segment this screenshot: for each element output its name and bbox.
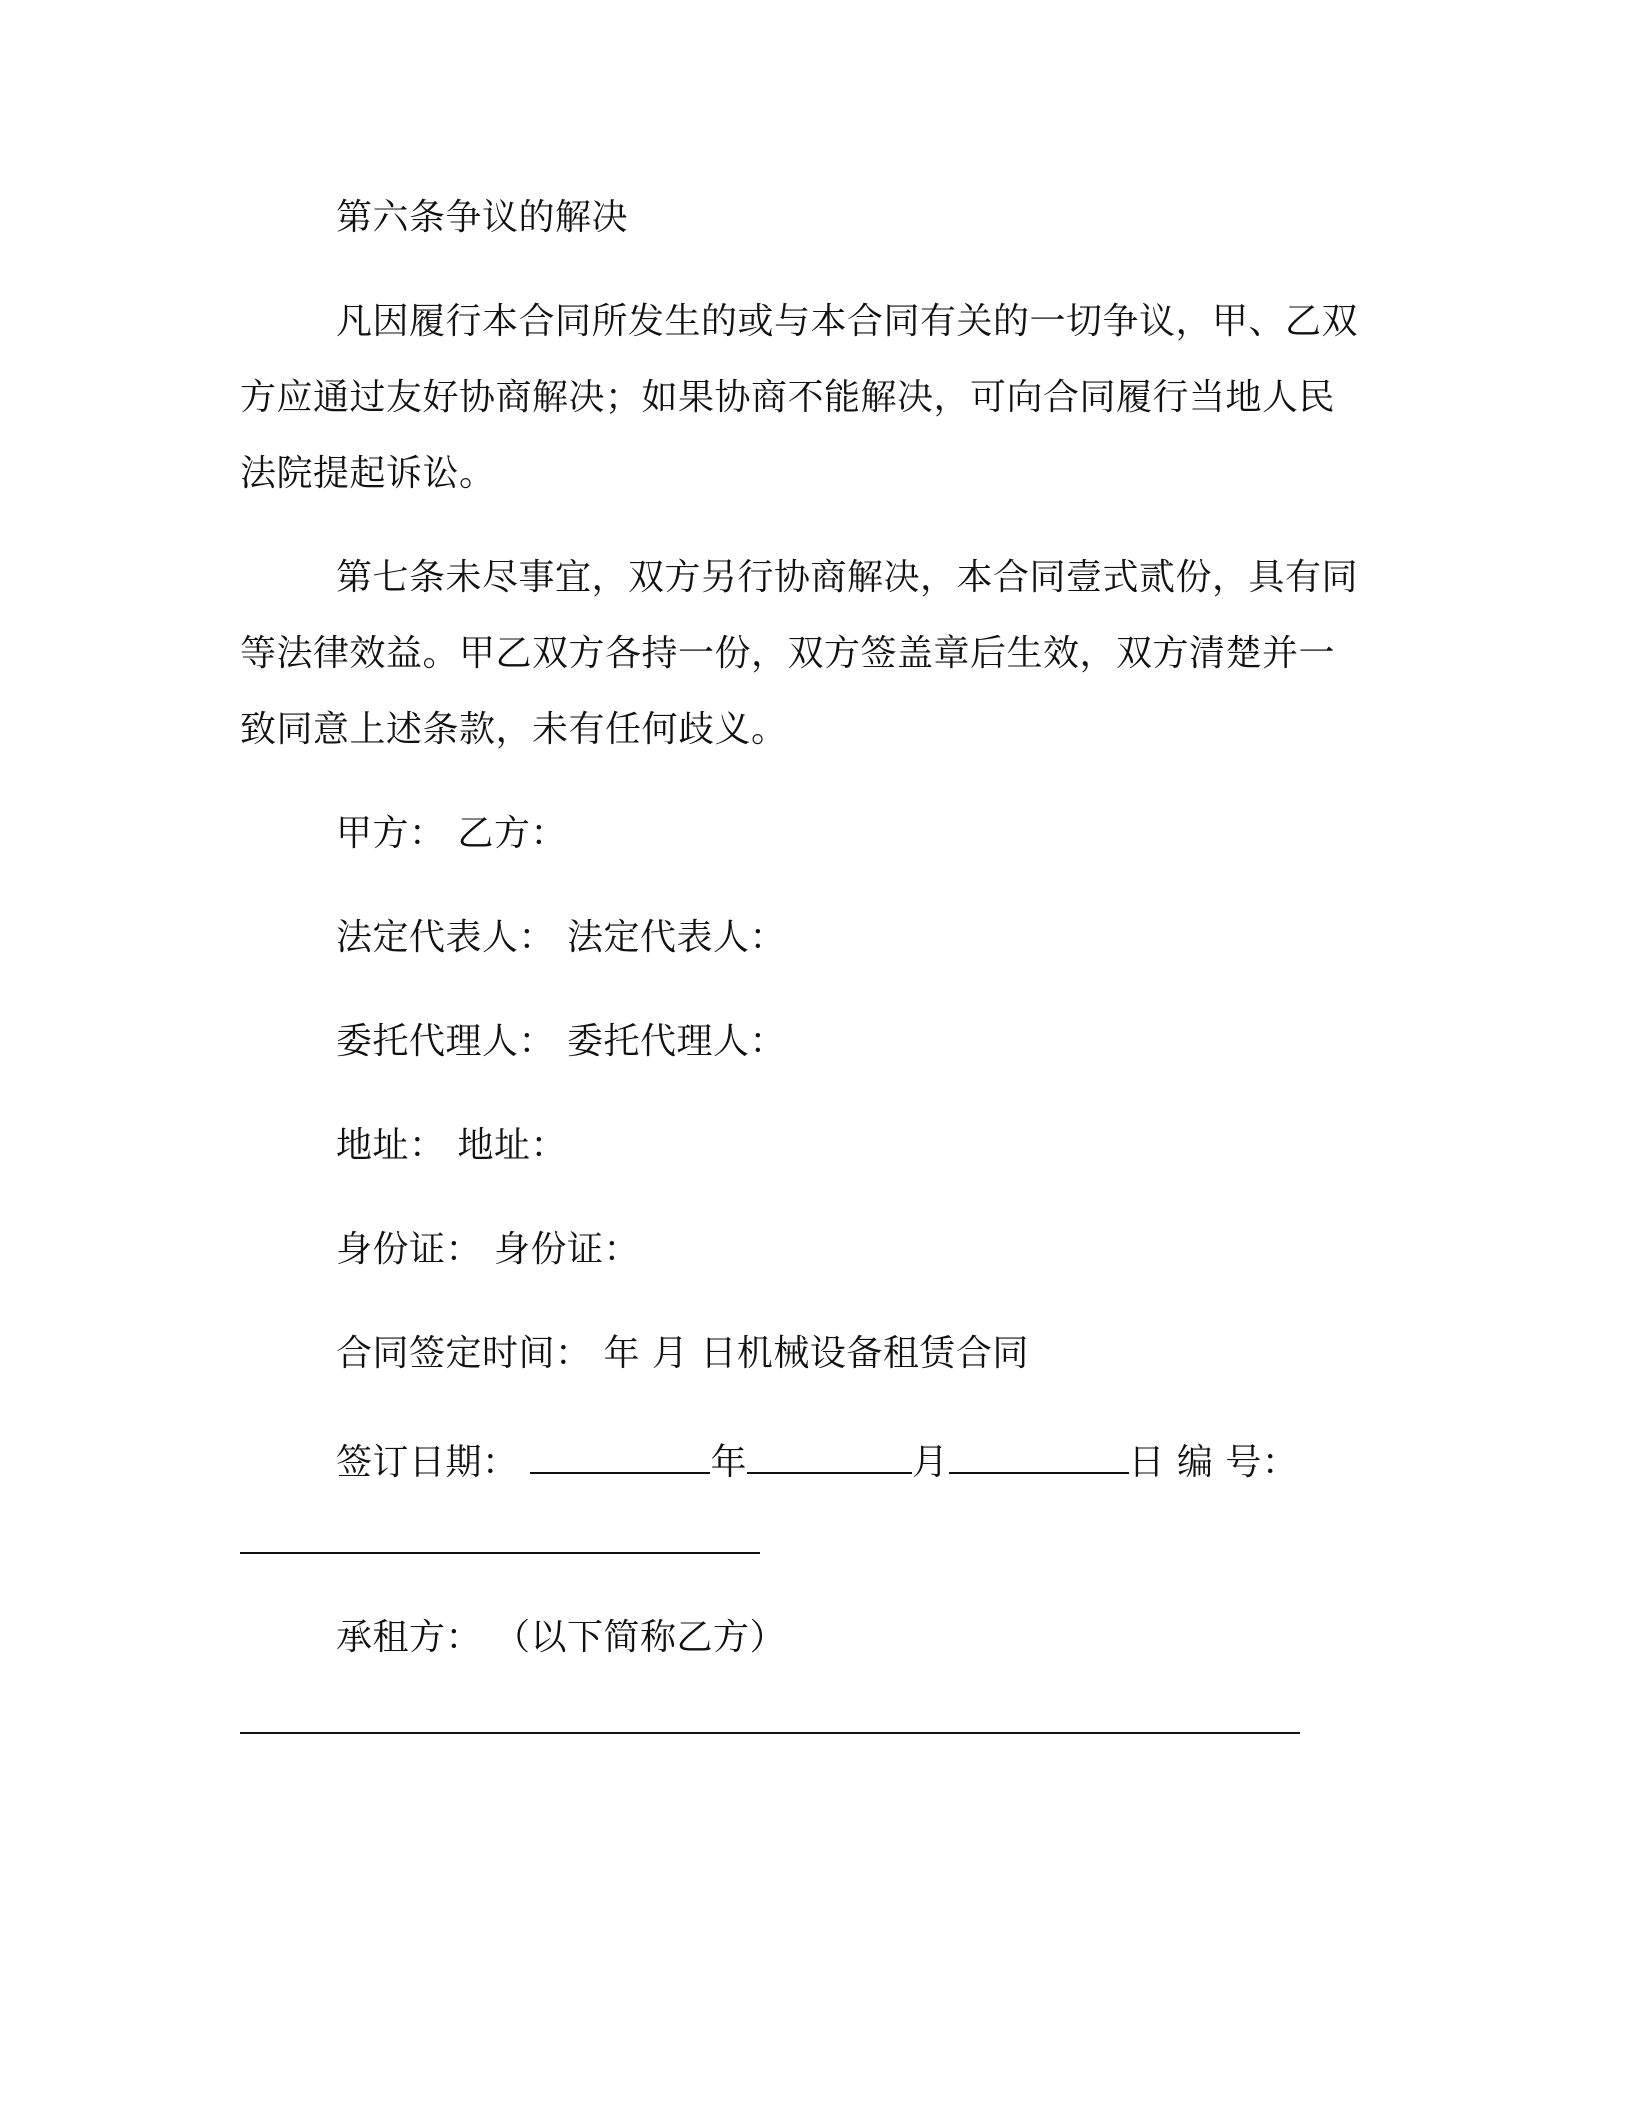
field-id-card: 身份证： 身份证： [336, 1229, 640, 1270]
year-blank [530, 1438, 710, 1474]
article-seven-text-line-1: 第七条未尽事宜，双方另行协商解决，本合同壹式贰份，具有同 [336, 557, 1359, 598]
article-seven-text-line-2: 等法律效益。甲乙双方各持一份，双方签盖章后生效，双方清楚并一 [240, 633, 1336, 674]
number-underline [240, 1552, 760, 1554]
year-label: 年 [710, 1442, 747, 1483]
article-six-text-line-1: 凡因履行本合同所发生的或与本合同有关的一切争议，甲、乙双 [336, 301, 1359, 342]
month-blank [747, 1438, 912, 1474]
field-entrusted-agent: 委托代理人： 委托代理人： [336, 1021, 786, 1062]
day-label: 日 [1128, 1442, 1166, 1483]
number-label: 编 号： [1176, 1442, 1299, 1483]
sign-date-line [336, 1438, 1400, 1483]
article-seven-text-line-3: 致同意上述条款，未有任何歧义。 [240, 709, 788, 750]
field-lessee: 承租方： （以下简称乙方） [336, 1617, 786, 1658]
article-six-text-line-2: 方应通过友好协商解决；如果协商不能解决，可向合同履行当地人民 [240, 377, 1336, 418]
field-legal-representative: 法定代表人： 法定代表人： [336, 917, 786, 958]
article-six-heading: 第六条争议的解决 [336, 197, 629, 238]
field-contract-sign-time: 合同签定时间： 年 月 日机械设备租赁合同 [336, 1333, 1029, 1374]
article-six-text-line-3: 法院提起诉讼。 [240, 453, 496, 494]
day-blank [949, 1438, 1129, 1474]
month-label: 月 [911, 1442, 949, 1483]
sign-date-label: 签订日期： [336, 1442, 519, 1483]
lessee-underline [240, 1732, 1300, 1734]
field-address: 地址： 地址： [336, 1125, 567, 1166]
field-parties: 甲方： 乙方： [336, 813, 567, 854]
